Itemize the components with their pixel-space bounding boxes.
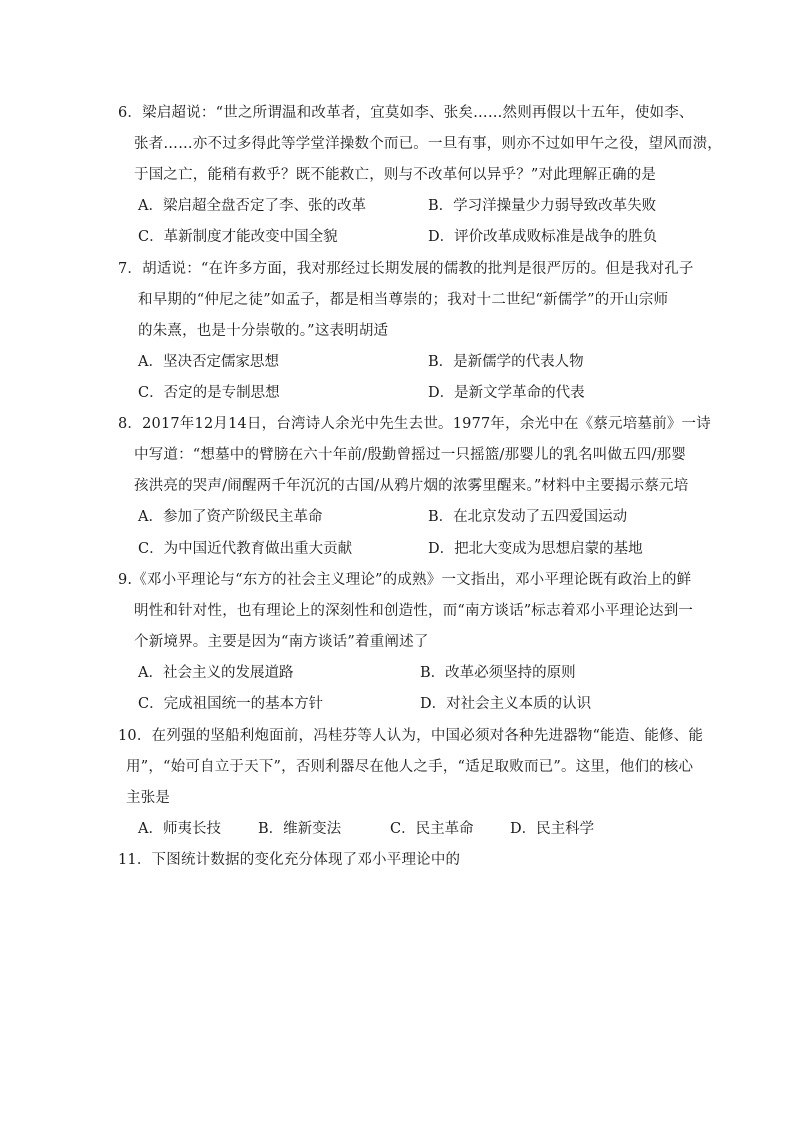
q8-option-d[interactable]: D．把北大变成为思想启蒙的基地 [428,541,643,557]
q8-option-c[interactable]: C．为中国近代教育做出重大贡献 [138,541,353,557]
q8-option-b[interactable]: B．在北京发动了五四爱国运动 [428,509,628,525]
q6-stem-line-3: 于国之亡，能稍有救乎？既不能救亡，则与不改革何以异乎？”对此理解正确的是 [134,167,657,183]
q7-stem-line-1: 7．胡适说：“在许多方面，我对那经过长期发展的儒教的批判是很严厉的。但是我对孔子 [118,261,694,277]
q10-stem-line-2: 用”，“始可自立于天下”，否则利器尽在他人之手，“适足取败而已”。这里，他们的核心 [126,759,694,775]
q9-option-a[interactable]: A．社会主义的发展道路 [138,665,294,681]
q6-option-b[interactable]: B．学习洋操量少力弱导致改革失败 [428,198,657,214]
q6-option-a[interactable]: A．梁启超全盘否定了李、张的改革 [138,198,366,214]
q10-stem-line-1: 10．在列强的坚船利炮面前，冯桂芬等人认为，中国必须对各种先进器物“能造、能修、能 [118,728,704,744]
q10-stem-line-3: 主张是 [126,790,171,806]
q9-option-c[interactable]: C．完成祖国统一的基本方针 [138,696,324,712]
q8-stem-line-3: 孩洪亮的哭声/闹醒两千年沉沉的古国/从鸦片烟的浓雾里醒来。”材料中主要揭示蔡元培 [134,478,689,494]
q7-option-b[interactable]: B．是新儒学的代表人物 [428,354,584,370]
q7-option-d[interactable]: D．是新文学革命的代表 [428,385,585,401]
q7-option-c[interactable]: C．否定的是专制思想 [138,385,280,401]
q10-option-c[interactable]: C．民主革命 [390,821,474,837]
q9-stem-line-1: 9.《邓小平理论与“东方的社会主义理论”的成熟》一文指出，邓小平理论既有政治上的鲜 [118,572,692,588]
q9-option-b[interactable]: B．改革必须坚持的原则 [420,665,576,681]
q8-option-a[interactable]: A．参加了资产阶级民主革命 [138,509,323,525]
q6-stem-line-2: 张者……亦不过多得此等学堂洋操数个而已。一旦有事，则亦不过如甲午之役，望风而溃， [134,136,722,152]
q9-stem-line-2: 明性和针对性，也有理论上的深刻性和创造性，而“南方谈话”标志着邓小平理论达到一 [134,603,694,619]
q10-option-b[interactable]: B．维新变法 [258,821,342,837]
q7-stem-line-3: 的朱熹，也是十分崇敬的。”这表明胡适 [138,323,389,339]
q7-stem-line-2: 和早期的“仲尼之徒”如孟子，都是相当尊崇的；我对十二世纪“新儒学”的开山宗师 [138,292,669,308]
q8-stem-line-2: 中写道：“想墓中的臂膀在六十年前/殷勤曾摇过一只摇篮/那婴儿的乳名叫做五四/那婴 [134,447,687,463]
q8-stem-line-1: 8．2017年12月14日，台湾诗人余光中先生去世。1977年，余光中在《蔡元培墓前》一诗 [118,416,711,432]
q10-option-d[interactable]: D．民主科学 [510,821,595,837]
q6-option-d[interactable]: D．评价改革成败标准是战争的胜负 [428,229,658,245]
q10-option-a[interactable]: A．师夷长技 [138,821,221,837]
q9-option-d[interactable]: D．对社会主义本质的认识 [420,696,592,712]
q6-stem-line-1: 6．梁启超说：“世之所谓温和改革者，宜莫如李、张矣……然则再假以十五年，使如李、 [118,105,694,121]
q6-option-c[interactable]: C．革新制度才能改变中国全貌 [138,229,338,245]
q11-stem-line-1: 11．下图统计数据的变化充分体现了邓小平理论中的 [118,852,461,868]
q9-stem-line-3: 个新境界。主要是因为“南方谈话”着重阐述了 [134,634,429,650]
q7-option-a[interactable]: A．坚决否定儒家思想 [138,354,279,370]
